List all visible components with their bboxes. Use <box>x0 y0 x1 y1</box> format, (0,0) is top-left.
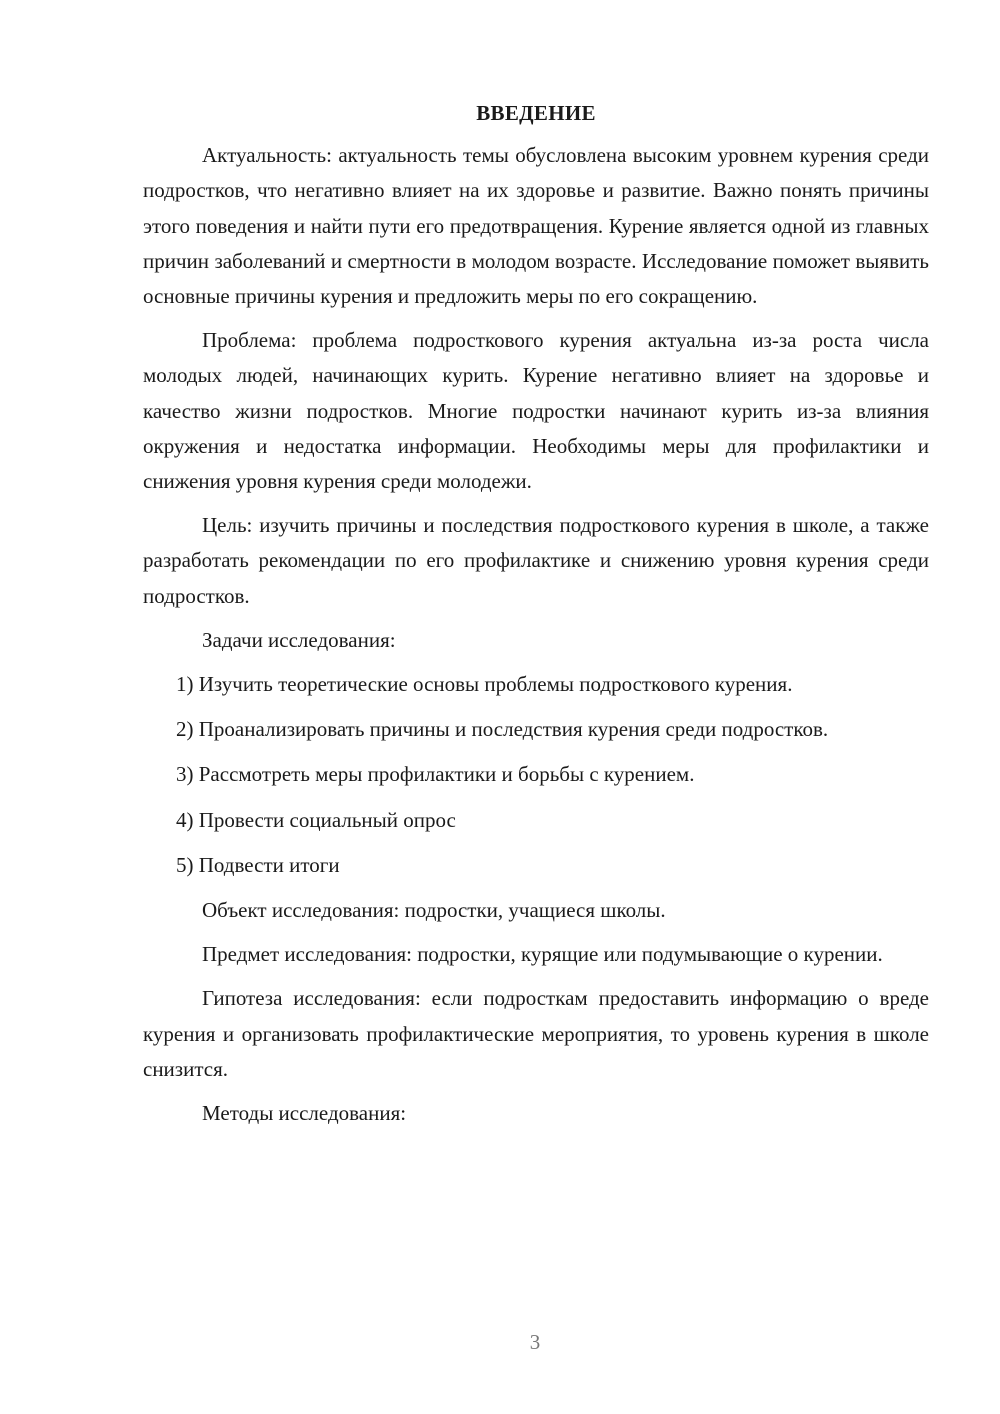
task-item: 1) Изучить теоретические основы проблемы подросткового курения. <box>176 672 793 697</box>
problem-paragraph: Проблема: проблема подросткового курения актуальна из-за роста числа молодых людей, начинающих курить. Курение негативно влияет на здоровье и качество жизни подростков. Многие подростки начинают курить из-за влияния окружения и недостатка информации. Необходимы меры для профилактики и снижения уровня курения среди молодежи. <box>143 328 929 494</box>
subject-paragraph: Предмет исследования: подростки, курящие или подумывающие о курении. <box>202 942 883 967</box>
task-item: 5) Подвести итоги <box>176 852 340 877</box>
task-item: 4) Провести социальный опрос <box>176 807 456 832</box>
relevance-paragraph: Актуальность: актуальность темы обусловлена высоким уровнем курения среди подростков, что негативно влияет на их здоровье и развитие. Важно понять причины этого поведения и найти пути его предотвращения. Курение является одной из главных причин заболеваний и смертности в молодом возрасте. Исследование поможет выявить основные причины курения и предложить меры по его сокращению. <box>143 143 929 309</box>
page-title: ВВЕДЕНИЕ <box>476 101 596 125</box>
methods-heading: Методы исследования: <box>202 1101 407 1126</box>
tasks-heading: Задачи исследования: <box>202 627 396 652</box>
document-page <box>143 96 929 1131</box>
page-number: 3 <box>529 1330 541 1354</box>
task-item: 2) Проанализировать причины и последствия курения среди подростков. <box>176 717 829 742</box>
object-paragraph: Объект исследования: подростки, учащиеся школы. <box>202 898 666 923</box>
task-item: 3) Рассмотреть меры профилактики и борьбы с курением. <box>176 762 695 787</box>
hypothesis-paragraph: Гипотеза исследования: если подросткам предоставить информацию о вреде курения и организовать профилактические мероприятия, то уровень курения в школе снизится. <box>143 986 929 1081</box>
goal-paragraph: Цель: изучить причины и последствия подросткового курения в школе, а также разработать рекомендации по его профилактике и снижению уровня курения среди подростков. <box>143 513 929 608</box>
